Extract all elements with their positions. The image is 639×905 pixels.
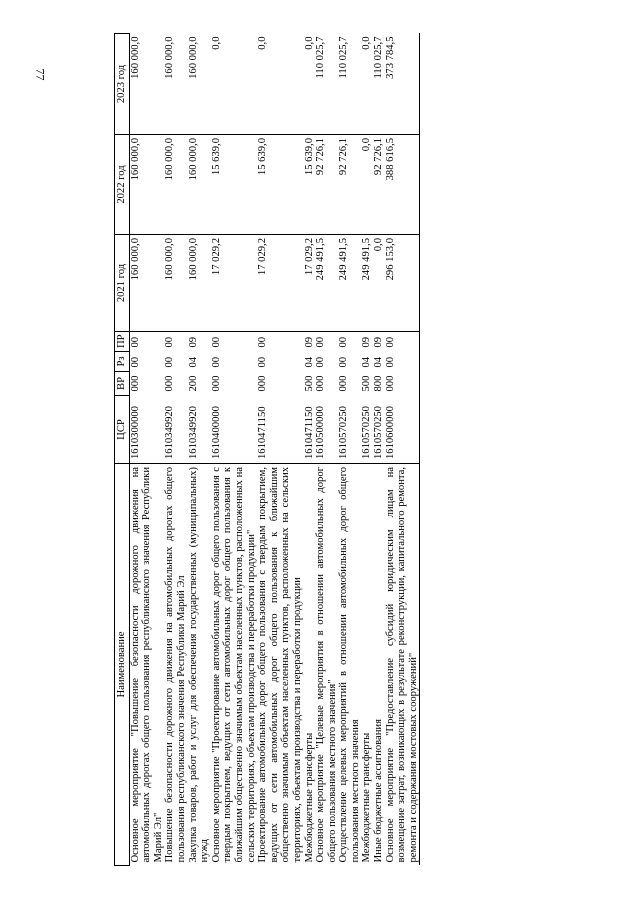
budget-table-container xyxy=(114,34,638,866)
row-pr: 00 xyxy=(129,336,141,348)
row-pr: 00 xyxy=(338,336,350,348)
row-2021: 296 153,0 xyxy=(385,235,420,332)
row-pr: 09 xyxy=(303,336,315,348)
row-name: Проектирование автомобильных дорог общего пользования с твердым покрытием, ведущих от сети автомобильных дорог общего пользования к ближайшим общественно значимым объектам населенных пунктов, расположенных на сельских территориях, объектам производства и переработки продукции xyxy=(257,464,303,866)
row-rz: 04 xyxy=(373,356,385,368)
page-number: 77 xyxy=(33,68,48,81)
row-2022: 15 639,0 xyxy=(304,135,316,235)
row-csr: 1610300000 xyxy=(129,406,141,459)
row-rz: 00 xyxy=(129,356,141,368)
row-pr: 09 xyxy=(361,336,373,348)
row-rz: 00 xyxy=(338,356,350,368)
row-vr: 000 xyxy=(338,375,350,392)
table-row xyxy=(188,34,211,866)
row-2023: 373 784,5 xyxy=(385,34,420,135)
row-2023: 0,0 xyxy=(257,34,303,135)
row-2022: 92 726,1 xyxy=(315,135,338,235)
row-rz: 04 xyxy=(361,356,373,368)
table-row xyxy=(315,34,338,866)
row-vr: 000 xyxy=(210,375,222,392)
row-2022: 15 639,0 xyxy=(211,135,257,235)
row-2021: 249 491,5 xyxy=(361,235,373,332)
row-rz: 00 xyxy=(257,356,269,368)
row-csr: 1610570250 xyxy=(373,406,385,459)
row-vr: 000 xyxy=(129,375,141,392)
row-csr: 1610400000 xyxy=(210,406,222,459)
row-2023: 0,0 xyxy=(304,34,316,135)
row-csr: 1610500000 xyxy=(315,406,327,459)
row-2021: 160 000,0 xyxy=(164,235,187,332)
row-name: Межбюджетные трансферты xyxy=(304,464,316,866)
row-2023: 110 025,7 xyxy=(338,34,361,135)
row-2023: 0,0 xyxy=(211,34,257,135)
row-rz: 00 xyxy=(164,356,176,368)
row-2023: 110 025,7 xyxy=(373,34,385,135)
row-2021: 0,0 xyxy=(373,235,385,332)
row-vr: 800 xyxy=(373,375,385,392)
row-name: Иные бюджетные ассигнования xyxy=(373,464,385,866)
row-2023: 0,0 xyxy=(361,34,373,135)
row-csr: 1610349920 xyxy=(187,406,199,459)
table-row xyxy=(338,34,361,866)
table-row xyxy=(304,34,316,866)
table-row xyxy=(361,34,373,866)
row-csr: 1610600000 xyxy=(385,396,420,464)
row-vr: 000 xyxy=(164,375,176,392)
table-row xyxy=(385,34,420,866)
row-rz: 00 xyxy=(210,356,222,368)
budget-table xyxy=(114,33,420,866)
row-name: Основное мероприятие "Проектирование автомобильных дорог общего пользования с твердым покрытием, ведущих от сети автомобильных дорог общего пользования к ближайшим общественно значимым объектам населенных пунктов, расположенных на сельских территориях, объектам производства и переработки продукции" xyxy=(211,464,257,866)
row-pr: 09 xyxy=(187,336,199,348)
header-csr: ЦСР xyxy=(115,396,130,464)
row-2021: 249 491,5 xyxy=(315,235,338,332)
header-rz: Рз xyxy=(115,352,130,372)
row-2023: 160 000,0 xyxy=(164,34,187,135)
table-row xyxy=(257,34,303,866)
row-rz: 00 xyxy=(315,356,327,368)
row-rz: 04 xyxy=(303,356,315,368)
row-2022: 92 726,1 xyxy=(338,135,361,235)
row-csr: 1610349920 xyxy=(164,406,176,459)
row-pr: 00 xyxy=(164,336,176,348)
row-2021: 17 029,2 xyxy=(304,235,316,332)
table-header-row xyxy=(115,34,130,866)
row-2022: 15 639,0 xyxy=(257,135,303,235)
row-vr: 000 xyxy=(315,375,327,392)
row-pr: 00 xyxy=(210,336,222,348)
row-2021: 17 029,2 xyxy=(257,235,303,332)
header-pr: ПР xyxy=(115,332,130,352)
table-row xyxy=(211,34,257,866)
row-pr: 00 xyxy=(257,336,269,348)
row-pr: 00 xyxy=(385,332,420,352)
row-csr: 1610471150 xyxy=(257,406,269,459)
row-name: Основное мероприятие "Целевые мероприятия в отношении автомобильных дорог общего пользования местного значения" xyxy=(315,464,338,866)
row-pr: 09 xyxy=(373,336,385,348)
row-2022: 160 000,0 xyxy=(164,135,187,235)
row-name: Осуществление целевых мероприятий в отношении автомобильных дорог общего пользования местного значения xyxy=(338,464,361,866)
row-rz: 04 xyxy=(187,356,199,368)
row-2022: 160 000,0 xyxy=(129,135,164,235)
table-row xyxy=(164,34,187,866)
row-name: Основное мероприятие "Повышение безопасности дорожного движения на автомобильных дорогах общего пользования республиканского значения Республики Марий Эл" xyxy=(129,464,164,866)
row-vr: 000 xyxy=(257,375,269,392)
row-2022: 92 726,1 xyxy=(373,135,385,235)
row-2022: 388 616,5 xyxy=(385,135,420,235)
row-csr: 1610570250 xyxy=(338,406,350,459)
row-2022: 160 000,0 xyxy=(188,135,211,235)
row-2021: 160 000,0 xyxy=(129,235,164,332)
header-2022: 2022 год xyxy=(115,135,130,235)
row-2023: 160 000,0 xyxy=(129,34,164,135)
row-vr: 500 xyxy=(303,375,315,392)
row-pr: 00 xyxy=(315,336,327,348)
row-name: Основное мероприятие "Предоставление субсидий юридическим лицам на возмещение затрат, возникающих в результате реконструкции, капитального ремонта, ремонта и содержания мостовых сооружений" xyxy=(385,464,420,866)
header-2023: 2023 год xyxy=(115,34,130,135)
row-vr: 200 xyxy=(187,375,199,392)
row-name: Межбюджетные трансферты xyxy=(361,464,373,866)
row-2023: 110 025,7 xyxy=(315,34,338,135)
row-csr: 1610570250 xyxy=(361,406,373,459)
header-2021: 2021 год xyxy=(115,235,130,332)
row-rz: 00 xyxy=(385,352,420,372)
row-vr: 000 xyxy=(385,372,420,396)
row-name: Закупка товаров, работ и услуг для обеспечения государственных (муниципальных) нужд xyxy=(188,464,211,866)
row-vr: 500 xyxy=(361,375,373,392)
row-2022: 0,0 xyxy=(361,135,373,235)
row-2021: 249 491,5 xyxy=(338,235,361,332)
row-2023: 160 000,0 xyxy=(188,34,211,135)
row-csr: 1610471150 xyxy=(303,406,315,459)
row-2021: 160 000,0 xyxy=(188,235,211,332)
row-name: Повышение безопасности дорожного движения на автомобильных дорогах общего пользования республиканского значения Республики Марий Эл xyxy=(164,464,187,866)
header-vr: ВР xyxy=(115,372,130,396)
row-2021: 17 029,2 xyxy=(211,235,257,332)
table-row xyxy=(373,34,385,866)
header-name: Наименование xyxy=(115,464,130,866)
table-row xyxy=(129,34,164,866)
